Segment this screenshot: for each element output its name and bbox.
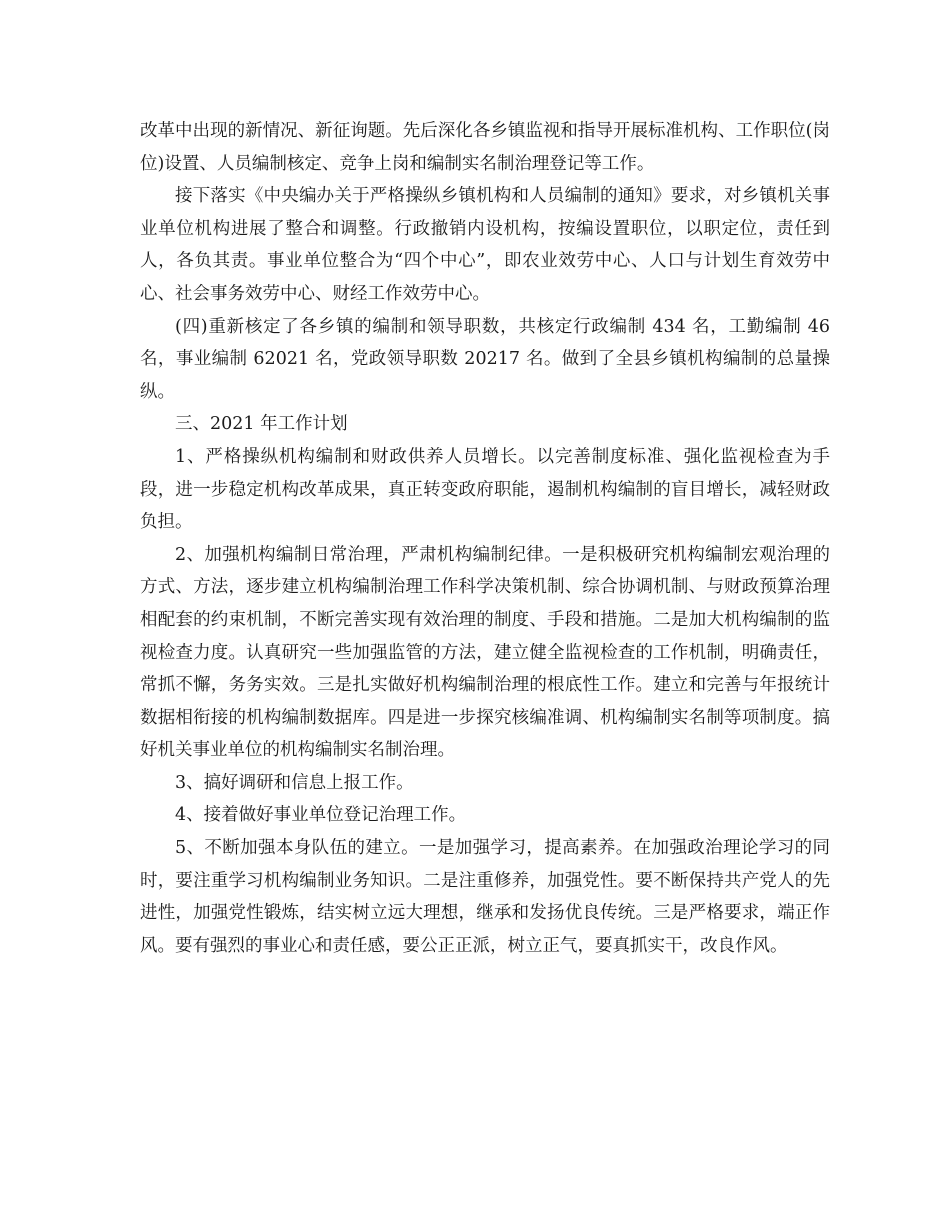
plan-item-5: 5、不断加强本身队伍的建立。一是加强学习，提高素养。在加强政治理论学习的同时，要注重学习机构编制业务知识。二是注重修养，加强党性。要不断保持共产党人的先进性，加强党性锻炼，结实树立远大理想，继承和发扬优良传统。三是严格要求，端正作风。要有强烈的事业心和责任感，要公正正派，树立正气，要真抓实干，改良作风。 bbox=[140, 838, 830, 956]
paragraph-1: 改革中出现的新情况、新征询题。先后深化各乡镇监视和指导开展标准机构、工作职位(岗位)设置、人员编制核定、竞争上岗和编制实名制治理登记等工作。 bbox=[140, 121, 830, 174]
paragraph-3: (四)重新核定了各乡镇的编制和领导职数，共核定行政编制 434 名，工勤编制 46 名，事业编制 62021 名，党政领导职数 20217 名。做到了全县乡镇机构编制的总量操纵。 bbox=[140, 316, 830, 402]
plan-item-4: 4、接着做好事业单位登记治理工作。 bbox=[175, 805, 467, 826]
document-body bbox=[140, 115, 830, 962]
plan-item-3: 3、搞好调研和信息上报工作。 bbox=[175, 772, 414, 793]
plan-item-2: 2、加强机构编制日常治理，严肃机构编制纪律。一是积极研究机构编制宏观治理的方式、方法，逐步建立机构编制治理工作科学决策机制、综合协调机制、与财政预算治理相配套的约束机制，不断完善实现有效治理的制度、手段和措施。二是加大机构编制的监视检查力度。认真研究一些加强监管的方法，建立健全监视检查的工作机制，明确责任，常抓不懈，务务实效。三是扎实做好机构编制治理的根底性工作。建立和完善与年报统计数据相衔接的机构编制数据库。四是进一步探究核编准调、机构编制实名制等项制度。搞好机关事业单位的机构编制实名制治理。 bbox=[140, 544, 830, 761]
section-heading: 三、2021 年工作计划 bbox=[175, 414, 348, 435]
paragraph-2: 接下落实《中央编办关于严格操纵乡镇机构和人员编制的通知》要求，对乡镇机关事业单位机构进展了整合和调整。行政撤销内设机构，按编设置职位，以职定位，责任到人，各负其责。事业单位整合为“四个中心”，即农业效劳中心、人口与计划生育效劳中心、社会事务效劳中心、财经工作效劳中心。 bbox=[140, 186, 830, 304]
plan-item-1: 1、严格操纵机构编制和财政供养人员增长。以完善制度标准、强化监视检查为手段，进一步稳定机构改革成果，真正转变政府职能，遏制机构编制的盲目增长，减轻财政负担。 bbox=[140, 446, 830, 533]
